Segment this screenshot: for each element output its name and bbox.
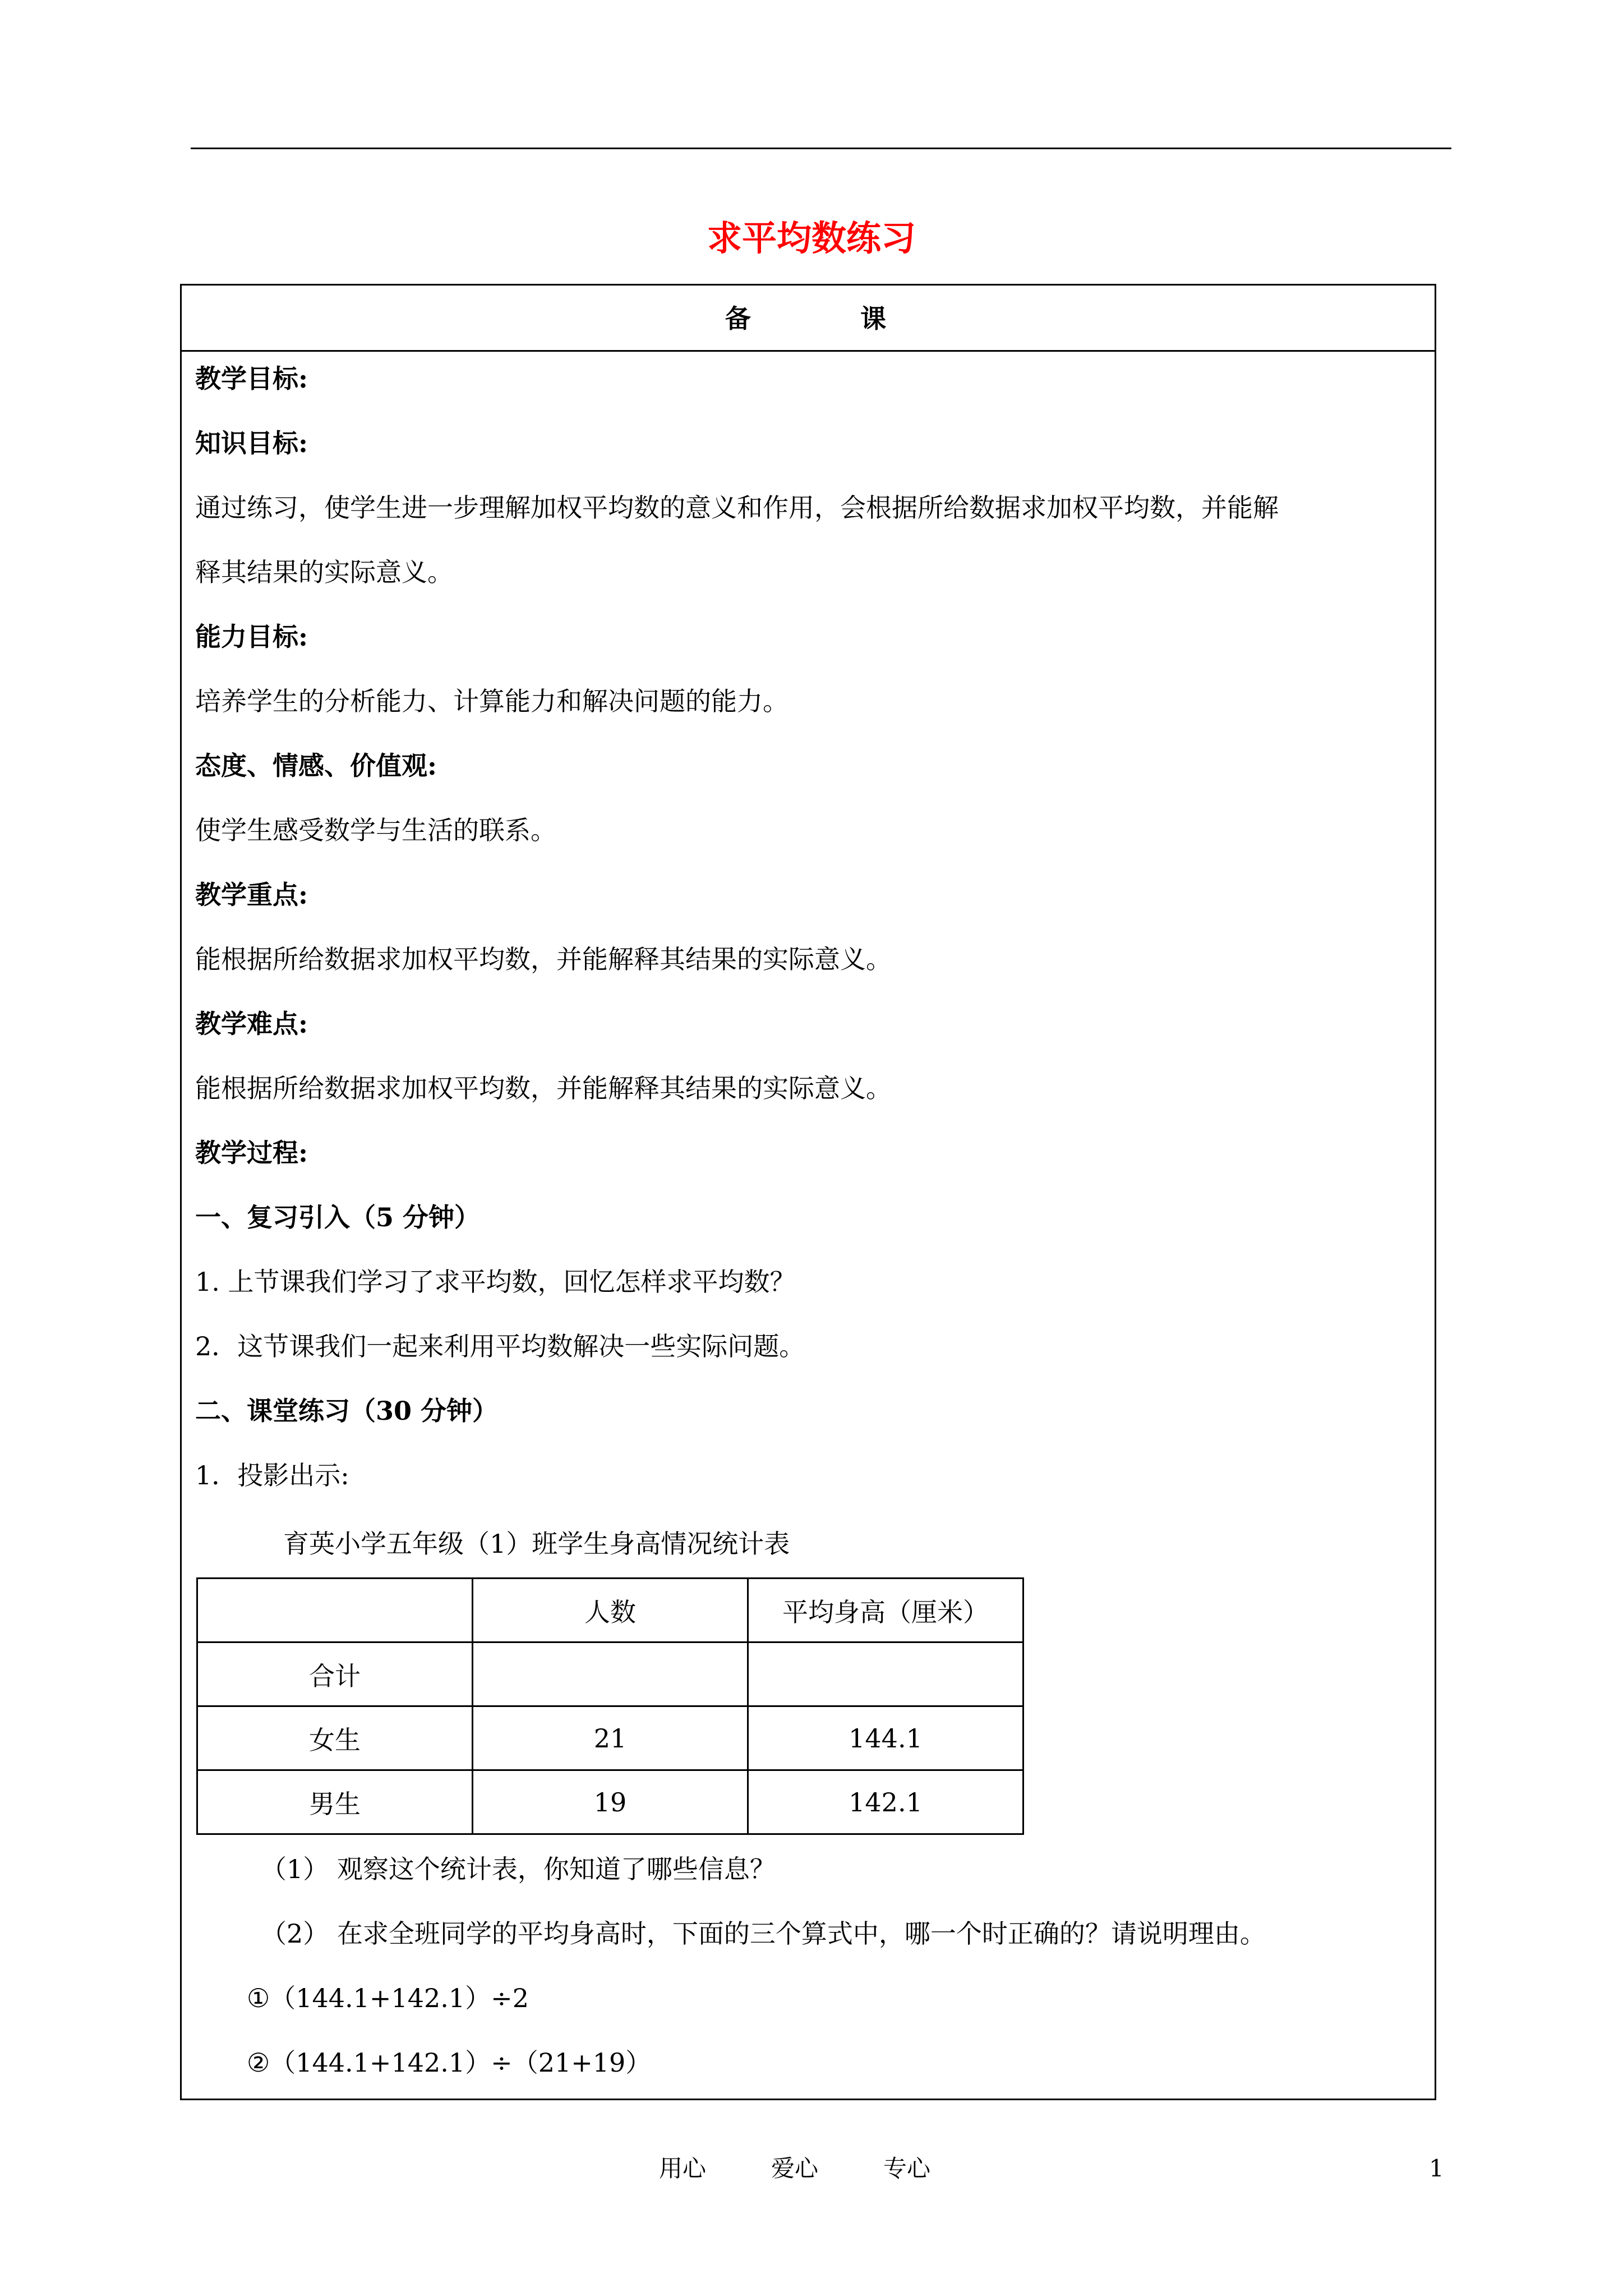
text-line: 知识目标: [195, 428, 308, 458]
text-line: 一、复习引入（5 分钟） [195, 1202, 481, 1232]
table-row [197, 1642, 1023, 1706]
text-line: 能根据所给数据求加权平均数，并能解释其结果的实际意义。 [195, 1073, 892, 1103]
table-cell: 19 [473, 1770, 748, 1834]
table-header-cell: 平均身高（厘米） [748, 1579, 1023, 1642]
text-line: 培养学生的分析能力、计算能力和解决问题的能力。 [195, 686, 789, 716]
text-line: 能力目标: [195, 622, 308, 652]
formula-line: ②（144.1+142.1）÷（21+19） [247, 2047, 652, 2078]
text-line: 教学目标: [195, 364, 308, 394]
table-cell: 男生 [197, 1770, 473, 1834]
table-cell: 女生 [197, 1706, 473, 1770]
text-line: 通过练习，使学生进一步理解加权平均数的意义和作用，会根据所给数据求加权平均数，并能解 [195, 493, 1279, 523]
question-line: （2） 在求全班同学的平均身高时，下面的三个算式中，哪一个时正确的？请说明理由。 [261, 1918, 1266, 1949]
table-row [197, 1770, 1023, 1834]
question-line: （1） 观察这个统计表，你知道了哪些信息？ [261, 1854, 776, 1884]
formula-line: ①（144.1+142.1）÷2 [247, 1983, 529, 2013]
table-cell [473, 1642, 748, 1706]
section-header [182, 286, 1435, 352]
table-header-cell [197, 1579, 473, 1642]
text-line: 态度、情感、价值观: [195, 751, 437, 781]
footer-motto: 用心 [659, 2155, 707, 2182]
text-line: 1．投影出示: [195, 1460, 349, 1490]
text-line: 1. 上节课我们学习了求平均数，回忆怎样求平均数？ [195, 1267, 796, 1297]
header-rule [191, 148, 1451, 149]
table-row [197, 1706, 1023, 1770]
footer-motto: 专心 [883, 2155, 931, 2182]
table-cell: 142.1 [748, 1770, 1023, 1834]
section-header-text: 备 课 [725, 303, 892, 334]
text-line: 教学过程: [195, 1138, 308, 1168]
text-line: 教学难点: [195, 1009, 308, 1039]
table-cell: 合计 [197, 1642, 473, 1706]
text-line: 能根据所给数据求加权平均数，并能解释其结果的实际意义。 [195, 944, 892, 974]
table-cell: 144.1 [748, 1706, 1023, 1770]
height-stats-table [196, 1577, 1024, 1835]
table-header-row [197, 1579, 1023, 1642]
text-line: 释其结果的实际意义。 [195, 557, 453, 587]
table-caption: 育英小学五年级（1）班学生身高情况统计表 [283, 1529, 790, 1559]
text-line: 教学重点: [195, 880, 308, 910]
table-header-cell: 人数 [473, 1579, 748, 1642]
page-number: 1 [1429, 2155, 1444, 2182]
text-line: 二、课堂练习（30 分钟） [195, 1396, 499, 1426]
text-line: 使学生感受数学与生活的联系。 [195, 815, 556, 845]
table-cell: 21 [473, 1706, 748, 1770]
footer-motto: 爱心 [771, 2155, 819, 2182]
page-title: 求平均数练习 [707, 218, 916, 259]
text-line: 2．这节课我们一起来利用平均数解决一些实际问题。 [195, 1331, 805, 1361]
table-cell [748, 1642, 1023, 1706]
